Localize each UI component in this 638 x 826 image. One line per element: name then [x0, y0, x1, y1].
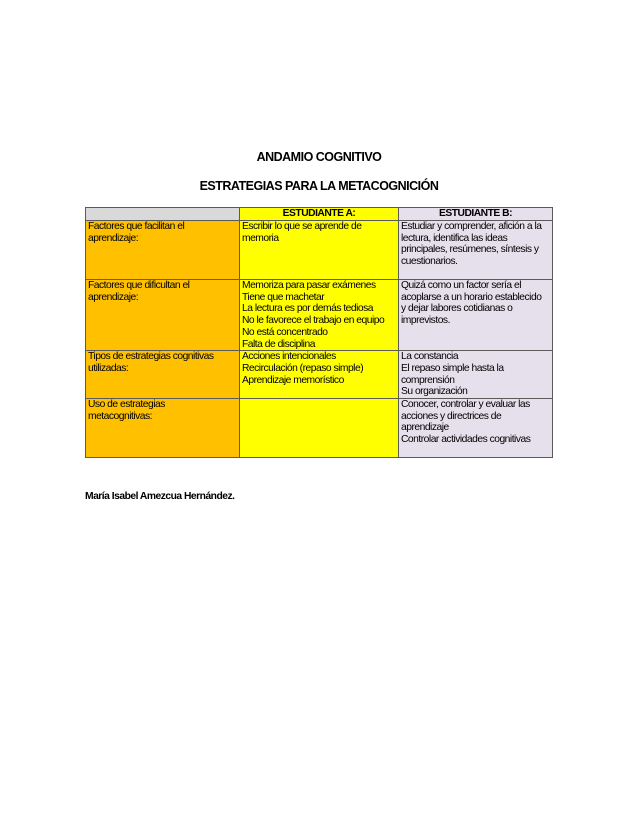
table-row: [86, 351, 553, 399]
cell-line: No le favorece el trabajo en equipo: [242, 315, 385, 327]
cell-line: Controlar actividades cognitivas: [401, 434, 531, 446]
row-label-line: metacognitivas:: [88, 410, 153, 422]
row-label-line: Uso de estrategias: [88, 399, 165, 411]
table-row: [86, 399, 553, 458]
cell-line: La constancia: [401, 351, 459, 363]
cell-line: cuestionarios.: [401, 256, 458, 268]
student-a-cell: [240, 221, 399, 280]
cell-line: acciones y directrices de: [401, 410, 502, 422]
row-label-line: aprendizaje:: [88, 232, 139, 244]
row-label-line: utilizadas:: [88, 362, 129, 374]
header-student-b: ESTUDIANTE B:: [399, 208, 553, 221]
author-name: María Isabel Amezcua Hernández.: [85, 491, 235, 502]
cell-line: Recirculación (repaso simple): [242, 362, 364, 374]
student-b-cell: [399, 280, 553, 351]
student-a-cell: [240, 280, 399, 351]
student-b-cell: [399, 399, 553, 458]
cell-line: El repaso simple hasta la: [401, 362, 504, 374]
cell-line: acoplarse a un horario establecido: [401, 291, 542, 303]
cell-line: Estudiar y comprender, afición a la: [401, 221, 542, 232]
document-title: ANDAMIO COGNITIVO: [256, 150, 382, 164]
cell-line: principales, resúmenes, síntesis y: [401, 244, 539, 256]
cell-line: Acciones intencionales: [242, 351, 336, 363]
row-label-line: aprendizaje:: [88, 291, 139, 303]
cell-line: aprendizaje: [401, 422, 449, 434]
row-label-line: Factores que facilitan el: [88, 221, 185, 232]
table-row: [86, 280, 553, 351]
cell-line: Tiene que machetar: [242, 291, 325, 303]
cell-line: Escribir lo que se aprende de: [242, 221, 362, 232]
cell-line: Memoriza para pasar exámenes: [242, 280, 376, 291]
cell-line: Quizá como un factor sería el: [401, 280, 521, 291]
table-header-row: [86, 208, 553, 221]
cell-line: No está concentrado: [242, 326, 328, 338]
cell-line: comprensión: [401, 374, 455, 386]
row-label-cell: [86, 351, 240, 399]
cell-line: lectura, identifica las ideas: [401, 232, 508, 244]
cell-line: La lectura es por demás tediosa: [242, 303, 374, 315]
student-b-cell: [399, 351, 553, 399]
cell-line: imprevistos.: [401, 315, 450, 327]
cell-line: Aprendizaje memorístico: [242, 374, 344, 386]
header-corner-cell: [86, 208, 240, 221]
table-row: [86, 221, 553, 280]
cell-line: memoria: [242, 232, 279, 244]
header-student-a: ESTUDIANTE A:: [240, 208, 399, 221]
row-label-line: Tipos de estrategias cognitivas: [88, 351, 214, 363]
student-a-cell: [240, 351, 399, 399]
cell-line: Conocer, controlar y evaluar las: [401, 399, 530, 411]
row-label-cell: [86, 280, 240, 351]
document-subtitle: ESTRATEGIAS PARA LA METACOGNICIÓN: [199, 179, 439, 193]
cell-line: Su organización: [401, 386, 468, 398]
student-b-cell: [399, 221, 553, 280]
row-label-line: Factores que dificultan el: [88, 280, 190, 291]
cell-line: Falta de disciplina: [242, 338, 315, 350]
student-a-cell-empty: [240, 399, 399, 458]
strategies-table: [85, 207, 553, 458]
row-label-cell: [86, 221, 240, 280]
cell-line: y dejar labores cotidianas o: [401, 303, 513, 315]
row-label-cell: [86, 399, 240, 458]
